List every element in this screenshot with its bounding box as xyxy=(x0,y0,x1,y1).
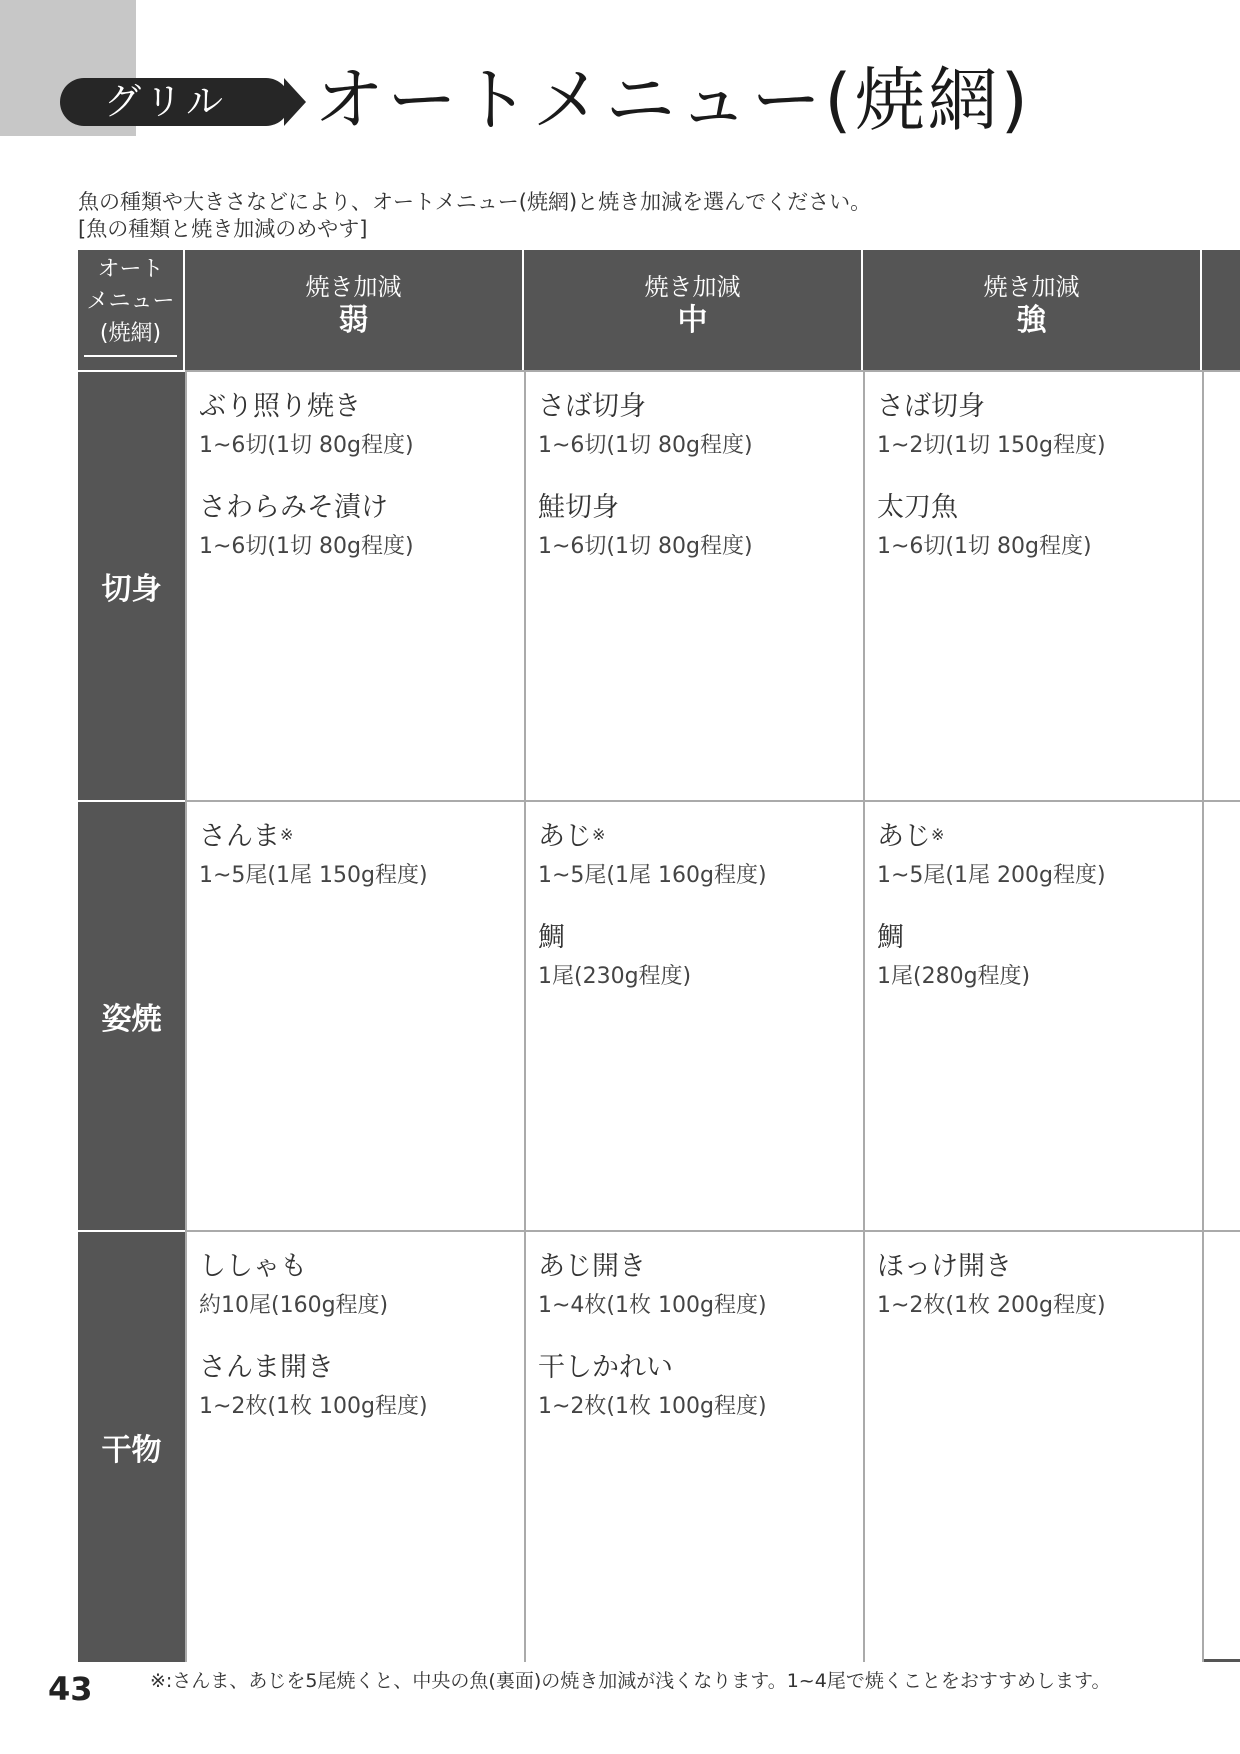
menu-item xyxy=(199,390,524,461)
item-detail: 1~5尾(1尾 200g程度) xyxy=(877,863,1106,888)
footnote: ※:さんま、あじを5尾焼くと、中央の魚(裏面)の焼き加減が浅くなります。1~4尾で焼くことをおすすめします。 xyxy=(150,1670,1111,1692)
item-name: さんま※ xyxy=(199,821,294,852)
item-detail: 1~6切(1切 80g程度) xyxy=(199,534,414,559)
row-label-whole: 姿焼 xyxy=(78,800,185,1230)
corner-divider xyxy=(84,355,177,357)
menu-item xyxy=(199,820,524,891)
column-header-medium xyxy=(524,250,863,370)
table-cell xyxy=(863,1230,1202,1662)
table-corner-header xyxy=(78,250,185,370)
menu-item xyxy=(538,820,863,891)
column-header-weak xyxy=(185,250,524,370)
item-detail: 1~6切(1切 80g程度) xyxy=(538,433,753,458)
menu-item xyxy=(199,1351,524,1422)
item-name: ぶり照り焼き xyxy=(199,391,361,422)
table-cell xyxy=(524,800,863,1230)
table-cell xyxy=(524,370,863,800)
page-number: 43 xyxy=(48,1670,93,1708)
menu-item xyxy=(877,1250,1202,1321)
column-header-sub: 焼き加減 xyxy=(644,273,741,301)
menu-item xyxy=(877,921,1202,992)
menu-item xyxy=(877,390,1202,461)
item-name: ほっけ開き xyxy=(877,1251,1012,1282)
table-stub-cell xyxy=(1202,1230,1240,1662)
item-name: さんま開き xyxy=(199,1352,334,1383)
item-detail: 1~4枚(1枚 100g程度) xyxy=(538,1293,767,1318)
menu-item xyxy=(538,491,863,562)
table-stub-cell xyxy=(1202,800,1240,1230)
item-detail: 約10尾(160g程度) xyxy=(199,1293,389,1318)
item-detail: 1~2枚(1枚 200g程度) xyxy=(877,1293,1106,1318)
table-stub-cell xyxy=(1202,370,1240,800)
item-name: 鯛 xyxy=(538,922,565,953)
corner-line: メニュー xyxy=(86,289,175,314)
table-cell xyxy=(863,800,1202,1230)
item-name: ししゃも xyxy=(199,1251,307,1282)
intro-line-2: [魚の種類と焼き加減のめやす] xyxy=(78,217,368,241)
item-detail: 1~5尾(1尾 150g程度) xyxy=(199,863,428,888)
item-name: 太刀魚 xyxy=(877,492,958,523)
item-detail: 1~2切(1切 150g程度) xyxy=(877,433,1106,458)
item-detail: 1~6切(1切 80g程度) xyxy=(199,433,414,458)
section-label-pill: グリル xyxy=(60,78,290,126)
column-header-level: 中 xyxy=(677,303,708,338)
column-header-level: 強 xyxy=(1016,303,1047,338)
item-detail: 1~6切(1切 80g程度) xyxy=(538,534,753,559)
footnote-mark: ※ xyxy=(592,825,606,844)
menu-item xyxy=(877,820,1202,891)
item-name: あじ開き xyxy=(538,1251,646,1282)
menu-item xyxy=(538,921,863,992)
table-cell xyxy=(185,1230,524,1662)
corner-line: (焼網) xyxy=(99,321,162,346)
item-name: 鮭切身 xyxy=(538,492,619,523)
menu-item xyxy=(538,1250,863,1321)
table-cell xyxy=(524,1230,863,1662)
item-name: さわらみそ漬け xyxy=(199,492,388,523)
table-cell xyxy=(185,800,524,1230)
intro-text xyxy=(78,189,871,243)
column-header-sub: 焼き加減 xyxy=(983,273,1080,301)
footnote-mark: ※ xyxy=(931,825,945,844)
item-name: 鯛 xyxy=(877,922,904,953)
menu-item xyxy=(538,1351,863,1422)
intro-line-1: 魚の種類や大きさなどにより、オートメニュー(焼網)と焼き加減を選んでください。 xyxy=(78,190,872,214)
item-detail: 1~2枚(1枚 100g程度) xyxy=(199,1394,428,1419)
menu-item xyxy=(538,390,863,461)
item-name: さば切身 xyxy=(538,391,646,422)
item-detail: 1尾(230g程度) xyxy=(538,964,692,989)
table-header-stub xyxy=(1202,250,1240,370)
item-name: あじ※ xyxy=(538,821,606,852)
item-name: さば切身 xyxy=(877,391,985,422)
column-header-sub: 焼き加減 xyxy=(305,273,402,301)
corner-line: オート xyxy=(97,257,164,282)
item-detail: 1~5尾(1尾 160g程度) xyxy=(538,863,767,888)
item-detail: 1~2枚(1枚 100g程度) xyxy=(538,1394,767,1419)
table-cell xyxy=(863,370,1202,800)
page-title: オートメニュー(焼網) xyxy=(314,59,1031,141)
item-name: 干しかれい xyxy=(538,1352,673,1383)
fish-menu-table xyxy=(78,250,1240,1662)
row-label-dried: 干物 xyxy=(78,1230,185,1662)
column-header-strong xyxy=(863,250,1202,370)
menu-item xyxy=(199,1250,524,1321)
item-detail: 1~6切(1切 80g程度) xyxy=(877,534,1092,559)
column-header-level: 弱 xyxy=(338,303,369,338)
menu-item xyxy=(877,491,1202,562)
row-label-fillet: 切身 xyxy=(78,370,185,800)
menu-item xyxy=(199,491,524,562)
item-detail: 1尾(280g程度) xyxy=(877,964,1031,989)
footnote-mark: ※ xyxy=(280,825,294,844)
item-name: あじ※ xyxy=(877,821,945,852)
table-cell xyxy=(185,370,524,800)
